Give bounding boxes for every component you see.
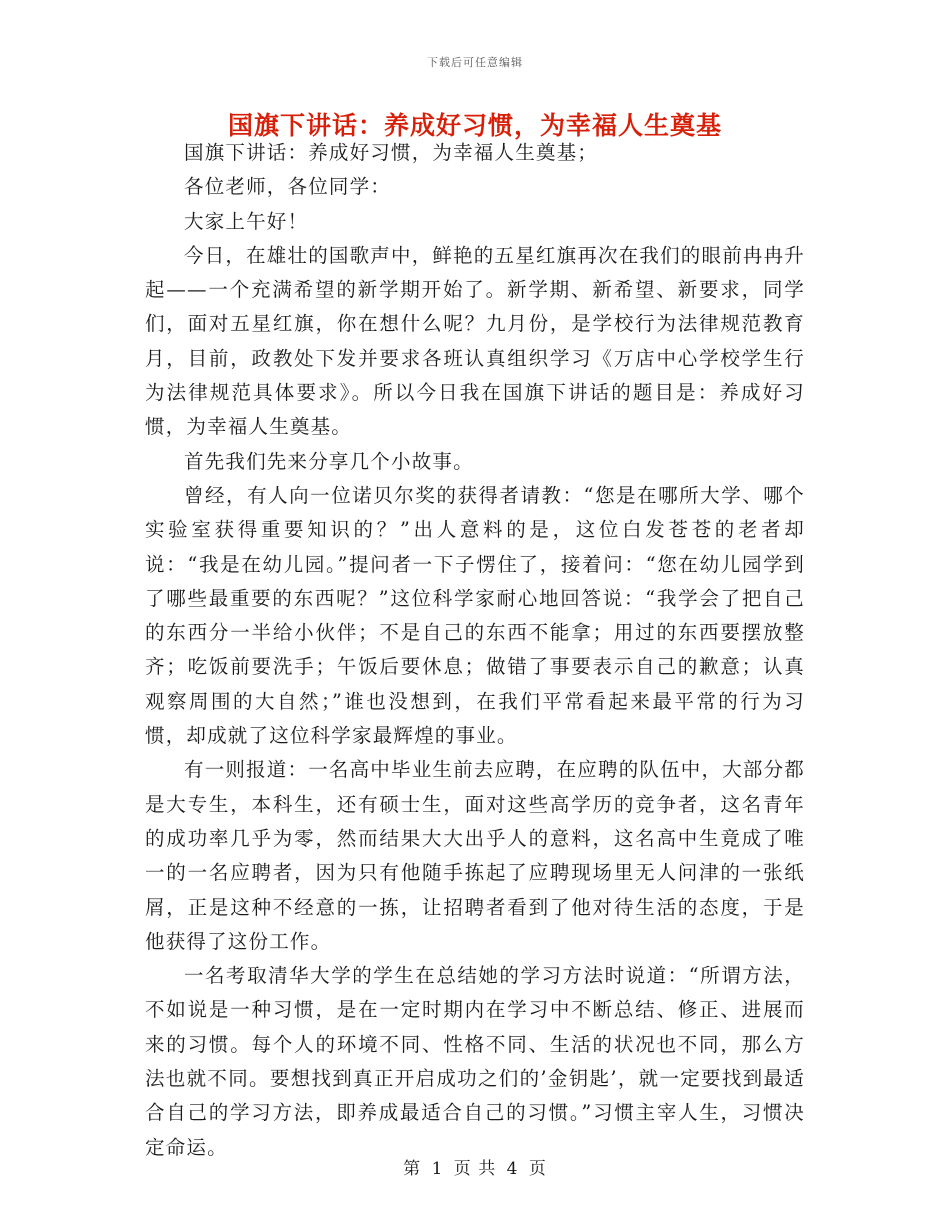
paragraph-greeting: 大家上午好！ bbox=[184, 209, 309, 233]
document-title: 国旗下讲话：养成好习惯，为幸福人生奠基 bbox=[227, 111, 722, 140]
paragraph-salutation: 各位老师，各位同学： bbox=[184, 175, 392, 199]
paragraph-heading-repeat: 国旗下讲话：养成好习惯，为幸福人生奠基； bbox=[184, 141, 599, 164]
paragraph-stories-lead: 首先我们先来分享几个小故事。 bbox=[184, 449, 474, 473]
page-footer bbox=[0, 1154, 950, 1179]
paragraph-job-story: 有一则报道：一名高中毕业生前去应聘，在应聘的队伍中，大部分都是大专生，本科生，还有硕士生，面对这些高学历的竞争者，这名青年的成功率几乎为零，然而结果大大出乎人的意料，这名高中生竟成了唯一的一名应聘者，因为只有他随手拣起了应聘现场里无人问津的一张纸屑，正是这种不经意的一拣，让招聘者看到了他对待生活的态度，于是他获得了这份工作。 bbox=[145, 758, 806, 953]
footer-page-number: 1 bbox=[431, 1159, 444, 1179]
footer-prefix: 第 bbox=[403, 1159, 422, 1179]
footer-mid: 页 共 bbox=[453, 1159, 497, 1179]
paragraph-nobel-story: 曾经，有人向一位诺贝尔奖的获得者请教：“您是在哪所大学、哪个实验室获得重要知识的？”出人意料的是，这位白发苍苍的老者却说：“我是在幼儿园。”提问者一下子愣住了，接着问：“您在幼儿园学到了哪些最重要的东西呢？”这位科学家耐心地回答说：“我学会了把自己的东西分一半给小伙伴；不是自己的东西不能拿；用过的东西要摆放整齐；吃饭前要洗手；午饭后要休息；做错了事要表示自己的歉意；认真观察周围的大自然；”谁也没想到，在我们平常看起来最平常的行为习惯，却成就了这位科学家最辉煌的事业。 bbox=[145, 483, 805, 748]
header-note: 下载后可任意编辑 bbox=[427, 56, 523, 69]
footer-total-pages: 4 bbox=[506, 1159, 519, 1179]
paragraph-tsinghua-story: 一名考取清华大学的学生在总结她的学习方法时说道：“所谓方法，不如说是一种习惯，是在一定时期内在学习中不断总结、修正、进展而来的习惯。每个人的环境不同、性格不同、生活的状况也不同，那么方法也就不同。要想找到真正开启成功之们的’金钥匙’，就一定要找到最适合自己的学习方法，即养成最适合自己的习惯。”习惯主宰人生，习惯决定命运。 bbox=[145, 964, 805, 1159]
document-body bbox=[145, 136, 805, 1165]
footer-suffix: 页 bbox=[528, 1159, 547, 1179]
paragraph-intro: 今日，在雄壮的国歌声中，鲜艳的五星红旗再次在我们的眼前冉冉升起——一个充满希望的新学期开始了。新学期、新希望、新要求，同学们，面对五星红旗，你在想什么呢？九月份，是学校行为法律规范教育月，目前，政教处下发并要求各班认真组织学习《万店中心学校学生行为法律规范具体要求》。所以今日我在国旗下讲话的题目是：养成好习惯，为幸福人生奠基。 bbox=[145, 243, 806, 439]
